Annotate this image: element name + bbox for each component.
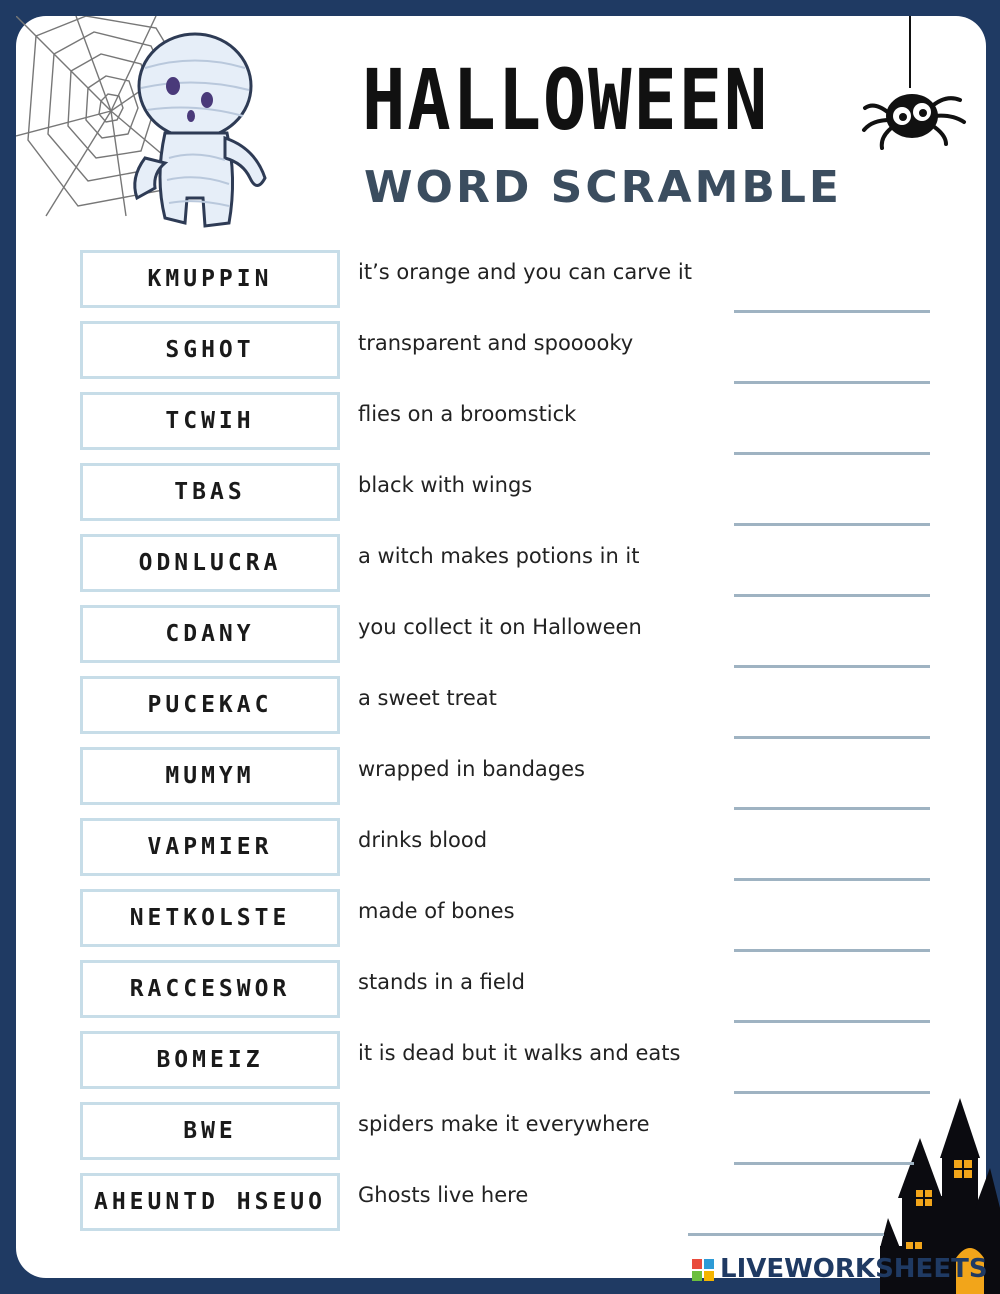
scrambled-word: CDANY [80, 605, 340, 663]
answer-input[interactable] [734, 499, 930, 526]
clue-text: it is dead but it walks and eats [358, 1041, 681, 1065]
answer-input[interactable] [734, 570, 930, 597]
scrambled-word: SGHOT [80, 321, 340, 379]
scrambled-word: AHEUNTD HSEUO [80, 1173, 340, 1231]
scramble-row [0, 463, 1000, 519]
scrambled-word: TBAS [80, 463, 340, 521]
answer-input[interactable] [734, 641, 930, 668]
clue-text: you collect it on Halloween [358, 615, 642, 639]
answer-input[interactable] [734, 428, 930, 455]
scramble-row [0, 321, 1000, 377]
clue-text: a witch makes potions in it [358, 544, 640, 568]
scramble-row [0, 818, 1000, 874]
liveworksheets-brand: LIVEWORKSHEETS [720, 1254, 988, 1284]
scramble-row [0, 676, 1000, 732]
clue-text: drinks blood [358, 828, 488, 852]
answer-input[interactable] [734, 286, 930, 313]
scrambled-word: TCWIH [80, 392, 340, 450]
scramble-row [0, 1031, 1000, 1087]
page-title: HALLOWEEN [362, 51, 769, 149]
scramble-row [0, 1173, 1000, 1229]
answer-input[interactable] [734, 925, 930, 952]
clue-text: made of bones [358, 899, 515, 923]
scrambled-word: MUMYM [80, 747, 340, 805]
mummy-icon [125, 28, 285, 243]
answer-input[interactable] [734, 854, 930, 881]
spider-icon [860, 16, 970, 156]
scrambled-word: PUCEKAC [80, 676, 340, 734]
answer-input[interactable] [734, 1138, 914, 1165]
scrambled-word: BWE [80, 1102, 340, 1160]
scramble-row [0, 960, 1000, 1016]
answer-input[interactable] [734, 783, 930, 810]
answer-input[interactable] [734, 712, 930, 739]
clue-text: flies on a broomstick [358, 402, 577, 426]
scramble-row [0, 605, 1000, 661]
scramble-row [0, 889, 1000, 945]
scrambled-word: RACCESWOR [80, 960, 340, 1018]
page-subtitle: WORD SCRAMBLE [364, 162, 842, 213]
liveworksheets-logo-icon [692, 1259, 714, 1281]
answer-input[interactable] [734, 996, 930, 1023]
scrambled-word: NETKOLSTE [80, 889, 340, 947]
scramble-row [0, 1102, 1000, 1158]
answer-input[interactable] [688, 1209, 884, 1236]
scramble-row [0, 747, 1000, 803]
clue-text: wrapped in bandages [358, 757, 585, 781]
clue-text: stands in a field [358, 970, 525, 994]
scrambled-word: BOMEIZ [80, 1031, 340, 1089]
clue-text: spiders make it everywhere [358, 1112, 650, 1136]
answer-input[interactable] [734, 357, 930, 384]
scrambled-word: ODNLUCRA [80, 534, 340, 592]
scrambled-word: KMUPPIN [80, 250, 340, 308]
answer-input[interactable] [734, 1067, 930, 1094]
scrambled-word: VAPMIER [80, 818, 340, 876]
clue-text: Ghosts live here [358, 1183, 529, 1207]
clue-text: a sweet treat [358, 686, 497, 710]
clue-text: black with wings [358, 473, 533, 497]
scramble-row [0, 250, 1000, 306]
scramble-row [0, 392, 1000, 448]
scramble-row [0, 534, 1000, 590]
clue-text: transparent and spooooky [358, 331, 634, 355]
clue-text: it’s orange and you can carve it [358, 260, 692, 284]
